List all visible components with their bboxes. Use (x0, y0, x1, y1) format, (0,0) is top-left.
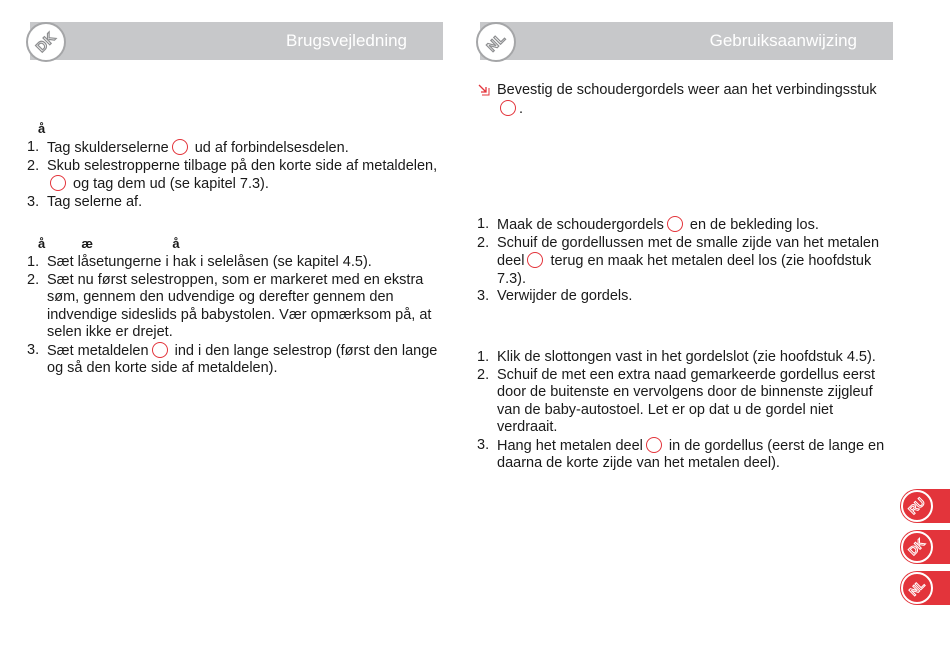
section-heading-dk-2: å æ å (38, 236, 180, 251)
list-item: 2. Sæt nu først selestroppen, som er markeret med en ekstra søm, gennem den udvendige og derefter gennem den indvendige sideslids på babystolen. Vær opmærksom på, at selen ikke er drejet. (27, 271, 432, 340)
page-title-nl: Gebruiksaanwijzing (709, 31, 857, 50)
callout-circle-icon (500, 100, 516, 116)
list-item: 2. Schuif de gordellussen met de smalle zijde van het metalen deel terug en maak het metalen deel los (zie hoofdstuk 7.3). (477, 234, 880, 287)
language-badge-dk (26, 22, 66, 62)
callout-circle-icon (527, 252, 543, 268)
list-item: 3. Hang het metalen deel in de gordellus (eerst de lange en daarna de korte zijde van het metalen deel). (477, 436, 885, 471)
list-item: 3. Sæt metaldelen ind i den lange selestrop (først den lange og så den korte side af metaldelen). (27, 341, 438, 376)
steps-nl-1 (477, 216, 897, 306)
callout-circle-icon (50, 175, 66, 191)
intro-instruction-nl: Bevestig de schoudergordels weer aan het verbindingsstuk. (477, 82, 897, 118)
arrow-hint-icon (477, 83, 491, 97)
language-badge-nl (476, 22, 516, 62)
language-tab-label: RU (905, 494, 929, 518)
steps-dk-1 (27, 139, 445, 211)
callout-circle-icon (172, 139, 188, 155)
steps-nl-2 (477, 349, 897, 473)
list-item: 1. Sæt låsetungerne i hak i selelåsen (se kapitel 4.5). (27, 254, 372, 270)
language-tab-ru[interactable] (900, 489, 950, 523)
language-tab-nl[interactable] (900, 571, 950, 605)
language-tab-dk[interactable] (900, 530, 950, 564)
page-title-dk: Brugsvejledning (286, 31, 407, 50)
list-item: 1. Tag skulderselerne ud af forbindelsesdelen. (27, 139, 349, 156)
list-item: 2. Skub selestropperne tilbage på den korte side af metaldelen, og tag dem ud (se kapitel 7.3). (27, 157, 438, 192)
list-item: 2. Schuif de met een extra naad gemarkeerde gordellus eerst door de buitenste en vervolgens door de binnenste zijgleuf van de baby-autostoel. Let er op dat u de gordel niet verdraait. (477, 366, 876, 435)
header-bar-nl (480, 22, 893, 60)
callout-circle-icon (152, 342, 168, 358)
header-bar-dk (30, 22, 443, 60)
steps-dk-2 (27, 254, 445, 378)
language-tab-label: NL (906, 577, 928, 599)
language-badge-label: NL (483, 29, 509, 55)
callout-circle-icon (667, 216, 683, 232)
callout-circle-icon (646, 437, 662, 453)
language-badge-label: DK (32, 28, 60, 56)
section-heading-dk-1: å (38, 121, 46, 136)
list-item: 1. Maak de schoudergordels en de bekleding los. (477, 216, 819, 233)
list-item: 1. Klik de slottongen vast in het gordelslot (zie hoofdstuk 4.5). (477, 349, 876, 365)
list-item: 3. Tag selerne af. (27, 193, 143, 210)
language-tab-label: DK (905, 535, 929, 559)
list-item: 3. Verwijder de gordels. (477, 288, 633, 304)
